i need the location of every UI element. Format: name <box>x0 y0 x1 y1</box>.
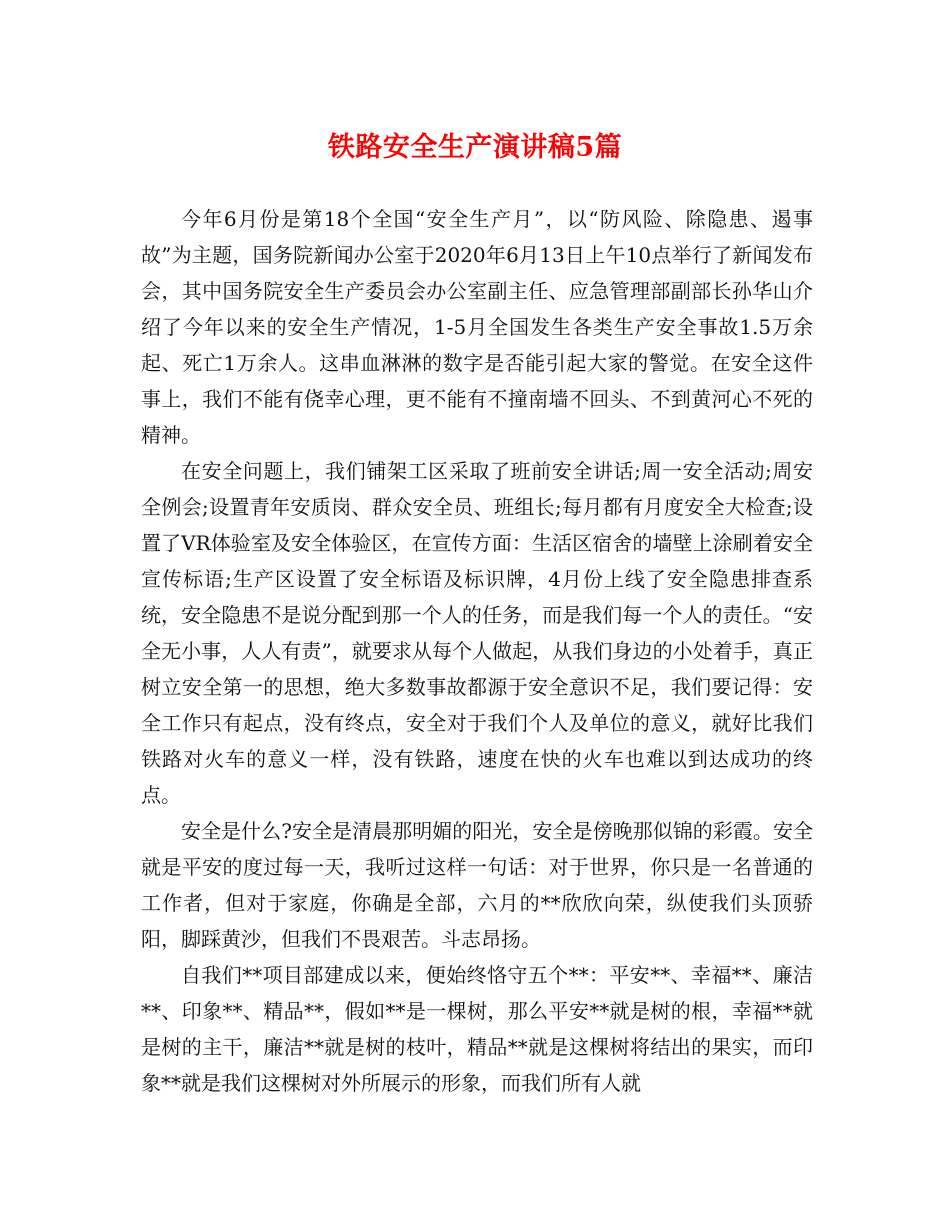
document-title: 铁路安全生产演讲稿5篇 <box>327 132 623 163</box>
paragraph: 自我们**项目部建成以来，便始终恪守五个**：平安**、幸福**、廉洁**、印象**、精品**，假如**是一棵树，那么平安**就是树的根，幸福**就是树的主干，廉洁**就是树的枝叶，精品**就是这棵树将结出的果实，而印象**就是我们这棵树对外所展示的形象，而我们所有人就 <box>141 963 813 1095</box>
paragraph: 今年6月份是第18个全国“安全生产月”，以“防风险、除隐患、遏事故”为主题，国务院新闻办公室于2020年6月13日上午10点举行了新闻发布会，其中国务院安全生产委员会办公室副主任、应急管理部副部长孙华山介绍了今年以来的安全生产情况，1-5月全国发生各类生产安全事故1.5万余起、死亡1万余人。这串血淋淋的数字是否能引起大家的警觉。在安全这件事上，我们不能有侥幸心理，更不能有不撞南墙不回头、不到黄河心不死的精神。 <box>141 207 813 447</box>
document-body <box>141 201 813 1101</box>
paragraph: 在安全问题上，我们铺架工区采取了班前安全讲话;周一安全活动;周安全例会;设置青年安质岗、群众安全员、班组长;每月都有月度安全大检查;设置了VR体验室及安全体验区，在宣传方面：生活区宿舍的墙壁上涂刷着安全宣传标语;生产区设置了安全标语及标识牌，4月份上线了安全隐患排查系统，安全隐患不是说分配到那一个人的任务，而是我们每一个人的责任。“安全无小事，人人有责”，就要求从每个人做起，从我们身边的小处着手，真正树立安全第一的思想，绝大多数事故都源于安全意识不足，我们要记得：安全工作只有起点，没有终点，安全对于我们个人及单位的意义，就好比我们铁路对火车的意义一样，没有铁路，速度在快的火车也难以到达成功的终点。 <box>141 459 813 807</box>
paragraph: 安全是什么?安全是清晨那明媚的阳光，安全是傍晚那似锦的彩霞。安全就是平安的度过每一天，我听过这样一句话：对于世界，你只是一名普通的工作者，但对于家庭，你确是全部，六月的**欣欣向荣，纵使我们头顶骄阳，脚踩黄沙，但我们不畏艰苦。斗志昂扬。 <box>141 819 813 951</box>
